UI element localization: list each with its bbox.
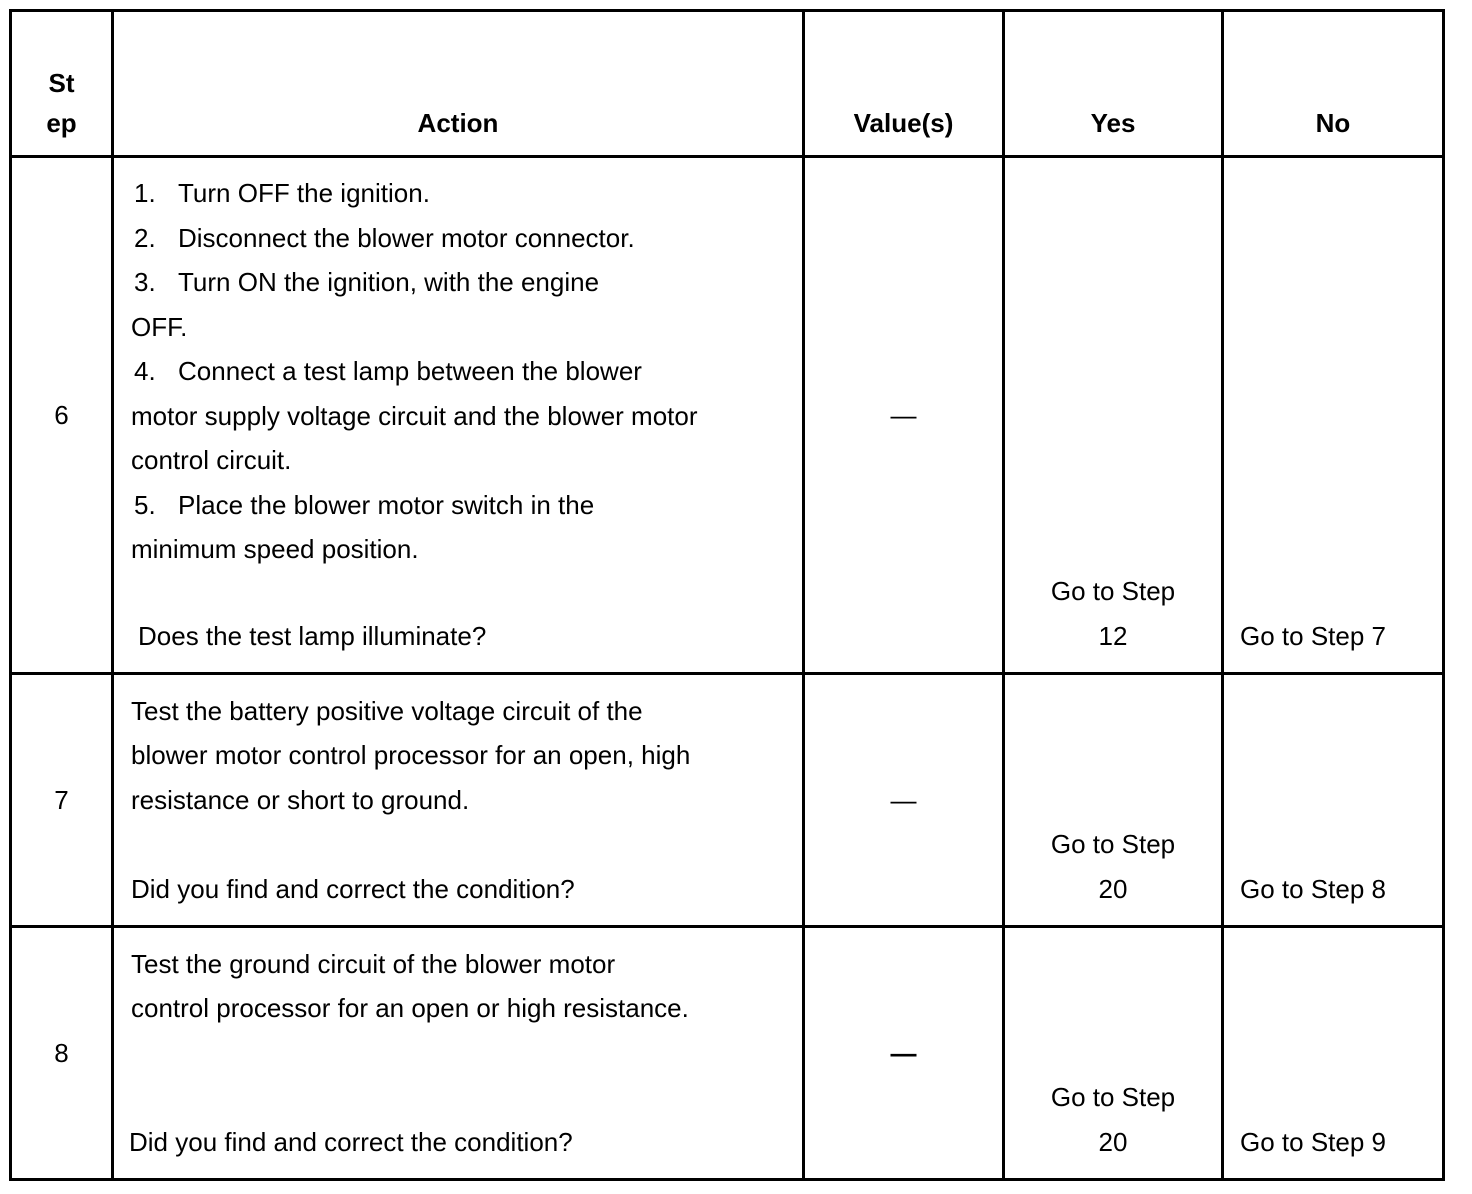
action-item-continuation: minimum speed position.: [131, 534, 419, 564]
action-item-continuation: control circuit.: [131, 445, 292, 475]
action-line: blower motor control processor for an open, high: [131, 740, 691, 770]
step-number: 8: [11, 927, 113, 1180]
diagnostic-table: [9, 9, 1445, 1181]
step-number: 6: [11, 157, 113, 674]
yes-cell: [1004, 674, 1223, 927]
action-item: 2. Disconnect the blower motor connector.: [134, 222, 635, 253]
step-number: 7: [11, 674, 113, 927]
header-no: No: [1223, 11, 1444, 157]
value-cell: —: [804, 157, 1004, 674]
table-row: [11, 674, 1444, 927]
header-step: [11, 11, 113, 157]
header-row: [11, 11, 1444, 157]
yes-label: Go to Step: [1050, 576, 1176, 606]
action-item: 5. Place the blower motor switch in the: [134, 489, 595, 520]
action-item: 3. Turn ON the ignition, with the engine: [134, 267, 600, 297]
no-cell: Go to Step 8: [1223, 674, 1444, 927]
action-item-continuation: OFF.: [131, 311, 188, 342]
header-step-label: St ep: [46, 68, 77, 138]
yes-step-number: 20: [1098, 1126, 1128, 1157]
action-cell: [113, 674, 804, 927]
action-question: Does the test lamp illuminate?: [138, 620, 487, 651]
action-item: 1. Turn OFF the ignition.: [134, 178, 430, 208]
action-cell: [113, 927, 804, 1180]
table-row: [11, 157, 1444, 674]
action-line: resistance or short to ground.: [131, 784, 470, 815]
no-cell: Go to Step 9: [1223, 927, 1444, 1180]
action-question: Did you find and correct the condition?: [131, 873, 575, 904]
action-cell: [113, 157, 804, 674]
header-yes: Yes: [1004, 11, 1223, 157]
value-cell: —: [804, 927, 1004, 1180]
table-row: [11, 927, 1444, 1180]
yes-cell: [1004, 157, 1223, 674]
value-cell: —: [804, 674, 1004, 927]
yes-label: Go to Step: [1050, 829, 1176, 859]
no-cell: Go to Step 7: [1223, 157, 1444, 674]
header-values: Value(s): [804, 11, 1004, 157]
yes-label: Go to Step: [1050, 1082, 1176, 1112]
action-item-continuation: motor supply voltage circuit and the blower motor: [131, 400, 698, 431]
action-line: Test the battery positive voltage circuit of the: [131, 695, 643, 726]
yes-cell: [1004, 927, 1223, 1180]
yes-step-number: 20: [1098, 873, 1128, 904]
action-line: Test the ground circuit of the blower motor: [131, 948, 616, 979]
action-question: Did you find and correct the condition?: [129, 1126, 573, 1157]
action-line: control processor for an open or high resistance.: [131, 993, 689, 1023]
yes-step-number: 12: [1098, 620, 1128, 651]
header-action: Action: [113, 11, 804, 157]
action-item: 4. Connect a test lamp between the blower: [134, 356, 642, 386]
